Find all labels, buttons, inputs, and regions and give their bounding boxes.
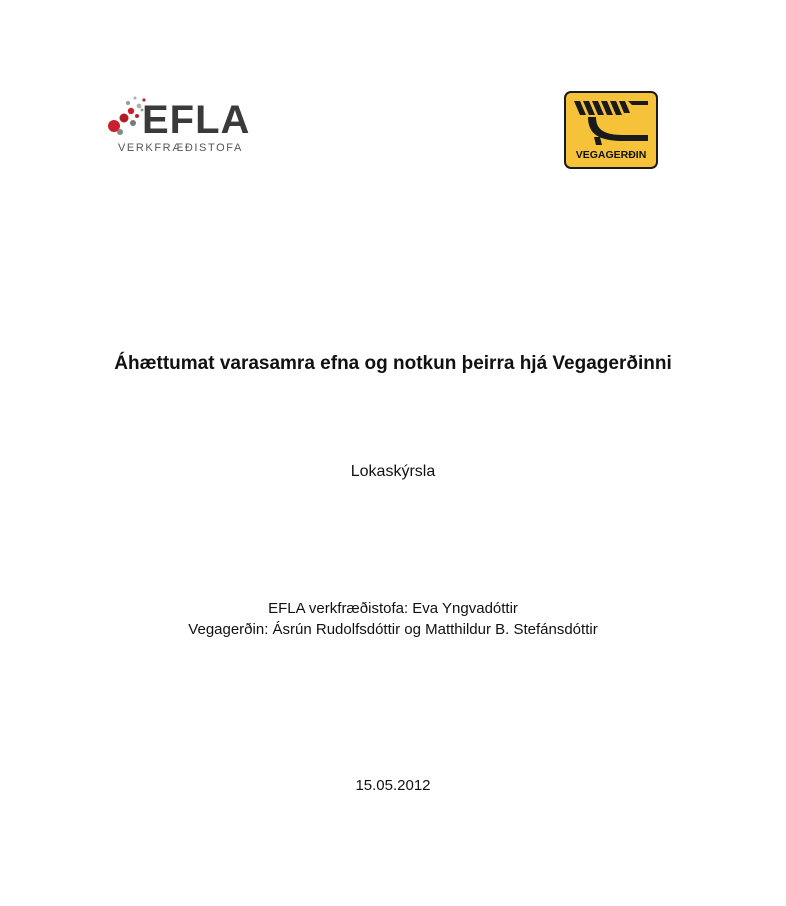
- efla-logo: [106, 94, 256, 158]
- efla-wordmark: EFLA: [142, 98, 251, 142]
- vegagerdin-wordmark: VEGAGERÐIN: [575, 149, 647, 161]
- author-list: [0, 598, 786, 640]
- report-title: Áhættumat varasamra efna og notkun þeirra hjá Vegagerðinni: [114, 353, 672, 374]
- report-subtitle: Lokaskýrsla: [350, 463, 436, 480]
- author-line-vegagerdin: Vegagerðin: Ásrún Rudolfsdóttir og Matthildur B. Stefánsdóttir: [188, 621, 598, 638]
- vegagerdin-logo: [564, 91, 658, 169]
- report-date: 15.05.2012: [355, 777, 431, 794]
- efla-dots-icon: [106, 94, 146, 140]
- efla-subtitle: VERKFRÆÐISTOFA: [118, 142, 243, 154]
- author-line-efla: EFLA verkfræðistofa: Eva Yngvadóttir: [268, 600, 518, 617]
